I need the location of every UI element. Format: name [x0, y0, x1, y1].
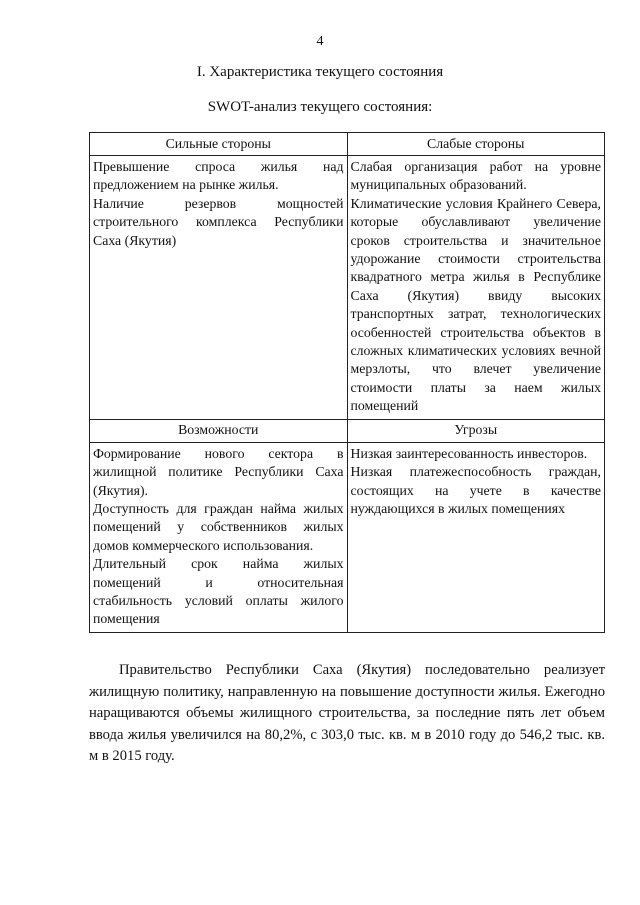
- swot-header-row-2: [90, 419, 605, 442]
- opportunity-item: Длительный срок найма жилых помещений и относительная стабильность условий оплаты жилого помещения: [93, 556, 344, 627]
- opportunity-item: Доступность для граждан найма жилых помещений у собственников жилых домов коммерческого использования.: [93, 500, 344, 553]
- opportunity-item: Формирование нового сектора в жилищной политике Республики Саха (Якутия).: [93, 445, 344, 498]
- swot-table: [89, 132, 605, 633]
- opportunities-cell: [90, 442, 348, 632]
- strengths-header: Сильные стороны: [90, 133, 348, 156]
- swot-header-row-1: [90, 133, 605, 156]
- threats-header: Угрозы: [347, 419, 605, 442]
- swot-subtitle: SWOT-анализ текущего состояния:: [207, 99, 433, 115]
- body-paragraph: Правительство Республики Саха (Якутия) последовательно реализует жилищную политику, направленную на повышение доступности жилья. Ежегодно наращиваются объемы жилищного строительства, за последние пять лет объем ввода жилья увеличился на 80,2%, с 303,0 тыс. кв. м в 2010 году до 546,2 тыс. кв. м в 2015 году.: [89, 662, 605, 764]
- strength-item: Превышение спроса жилья над предложением на рынке жилья.: [93, 159, 344, 193]
- weakness-item: Слабая организация работ на уровне муниципальных образований.: [350, 159, 601, 193]
- threat-item: Низкая платежеспособность граждан, состоящих на учете в качестве нуждающихся в жилых помещениях: [350, 464, 601, 516]
- weaknesses-header: Слабые стороны: [347, 133, 605, 156]
- threat-item: Низкая заинтересованность инвесторов.: [350, 445, 588, 461]
- page-number: 4: [316, 34, 324, 49]
- swot-content-row-1: [90, 156, 605, 420]
- strengths-cell: [90, 156, 348, 420]
- weaknesses-cell: [347, 156, 605, 420]
- strength-item: Наличие резервов мощностей строительного комплекса Республики Саха (Якутия): [93, 195, 344, 248]
- section-title: I. Характеристика текущего состояния: [196, 64, 444, 80]
- swot-content-row-2: [90, 442, 605, 632]
- threats-cell: [347, 442, 605, 632]
- weakness-item: Климатические условия Крайнего Севера, которые обуславливают увеличение сроков строительства и значительное удорожание стоимости строительства квадратного метра жилья в Республике Саха (Якутия) ввиду высоких транспортных затрат, технологических особенностей строительства объектов в сложных климатических условиях вечной мерзлоты, что влечет увеличение стоимости платы за наем жилых помещений: [350, 195, 601, 414]
- opportunities-header: Возможности: [90, 419, 348, 442]
